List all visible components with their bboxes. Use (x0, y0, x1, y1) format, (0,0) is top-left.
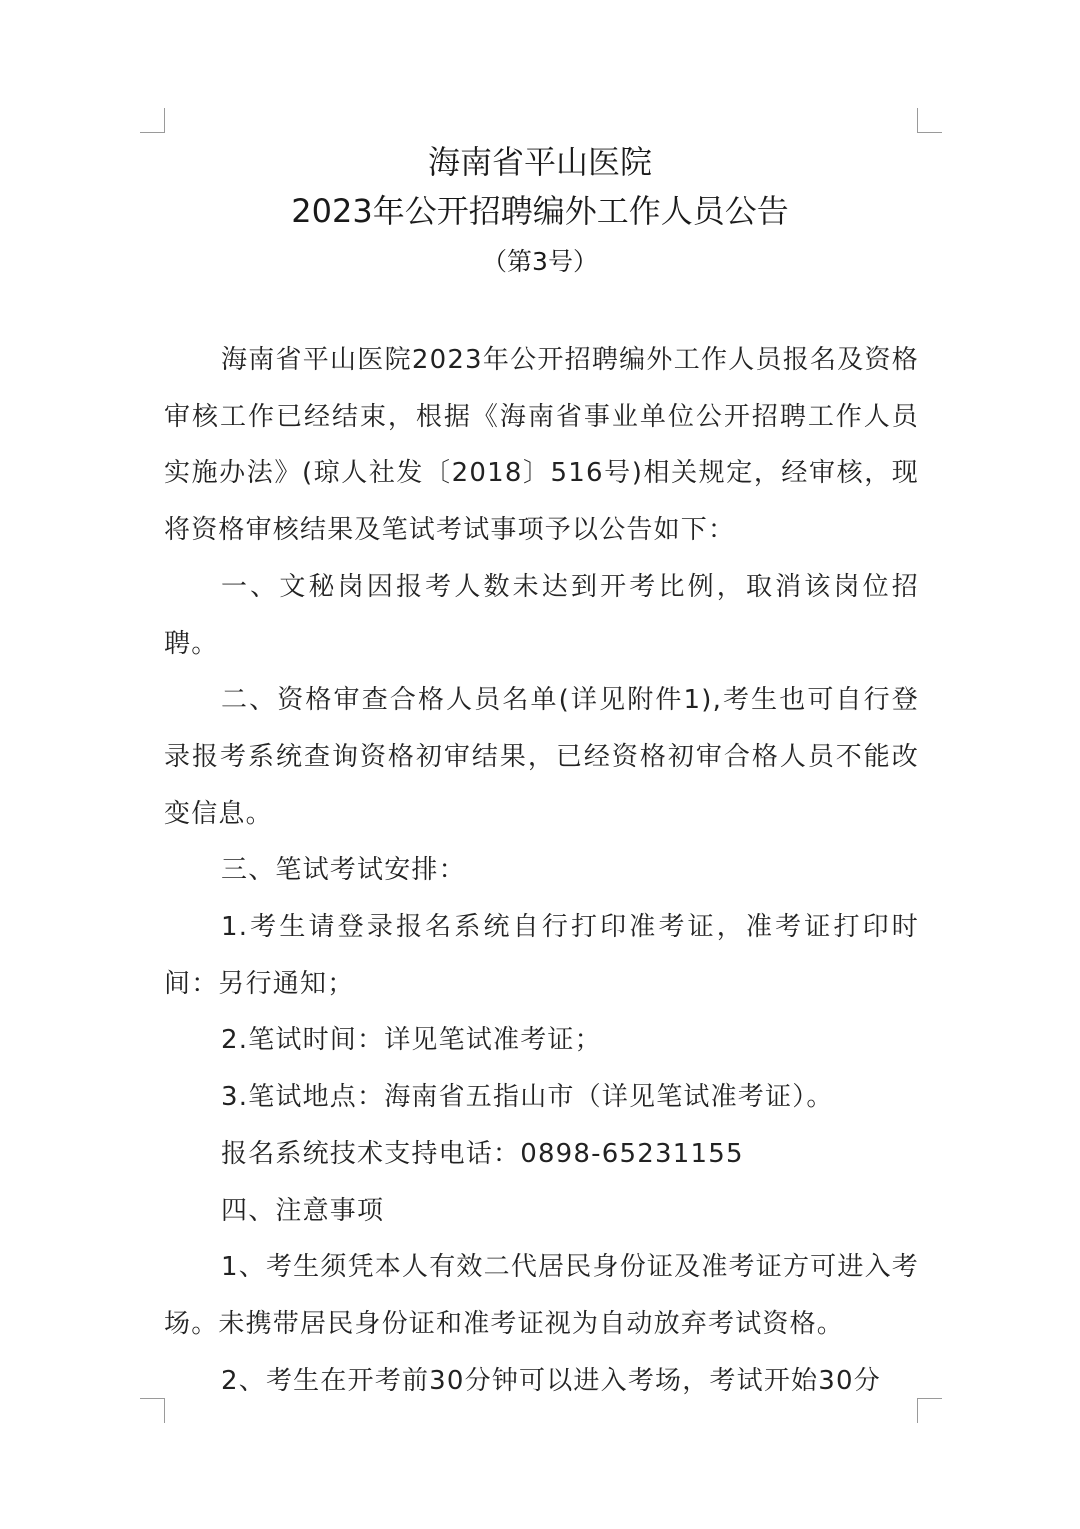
paragraph-item-exam-time: 2.笔试时间：详见笔试准考证； (221, 1025, 602, 1056)
margin-corner-top-right (917, 108, 942, 133)
document-number: （第3号） (482, 247, 598, 276)
paragraph-item-exam-location: 3.笔试地点：海南省五指山市（详见笔试准考证）。 (221, 1082, 834, 1113)
paragraph-section-1: 一、文秘岗因报考人数未达到开考比例，取消该岗位招聘。 (164, 571, 919, 659)
margin-corner-top-left (140, 108, 165, 133)
paragraph-support-phone: 报名系统技术支持电话：0898-65231155 (221, 1138, 744, 1169)
paragraph-section-3-heading: 三、笔试考试安排： (221, 855, 466, 886)
margin-corner-bottom-right (917, 1398, 942, 1423)
paragraph-item-admission-ticket: 1.考生请登录报名系统自行打印准考证，准考证打印时间：另行通知； (164, 912, 919, 999)
paragraph-notice-1: 1、考生须凭本人有效二代居民身份证及准考证方可进入考场。未携带居民身份证和准考证视为自动放弃考试资格。 (164, 1252, 919, 1339)
paragraph-section-2: 二、资格审查合格人员名单(详见附件1),考生也可自行登录报考系统查询资格初审结果，已经资格初审合格人员不能改变信息。 (164, 685, 919, 829)
paragraph-section-4-heading: 四、注意事项 (221, 1195, 385, 1226)
document-title-line-1: 海南省平山医院 (427, 143, 652, 181)
margin-corner-bottom-left (140, 1398, 165, 1423)
paragraph-notice-2: 2、考生在开考前30分钟可以进入考场，考试开始30分 (221, 1365, 881, 1396)
paragraph-intro: 海南省平山医院2023年公开招聘编外工作人员报名及资格审核工作已经结束，根据《海南省事业单位公开招聘工作人员实施办法》(琼人社发〔2018〕516号)相关规定，经审核，现将资格审核结果及笔试考试事项予以公告如下： (164, 345, 919, 546)
document-title-line-2: 2023年公开招聘编外工作人员公告 (291, 192, 789, 230)
document-body (164, 332, 919, 1409)
